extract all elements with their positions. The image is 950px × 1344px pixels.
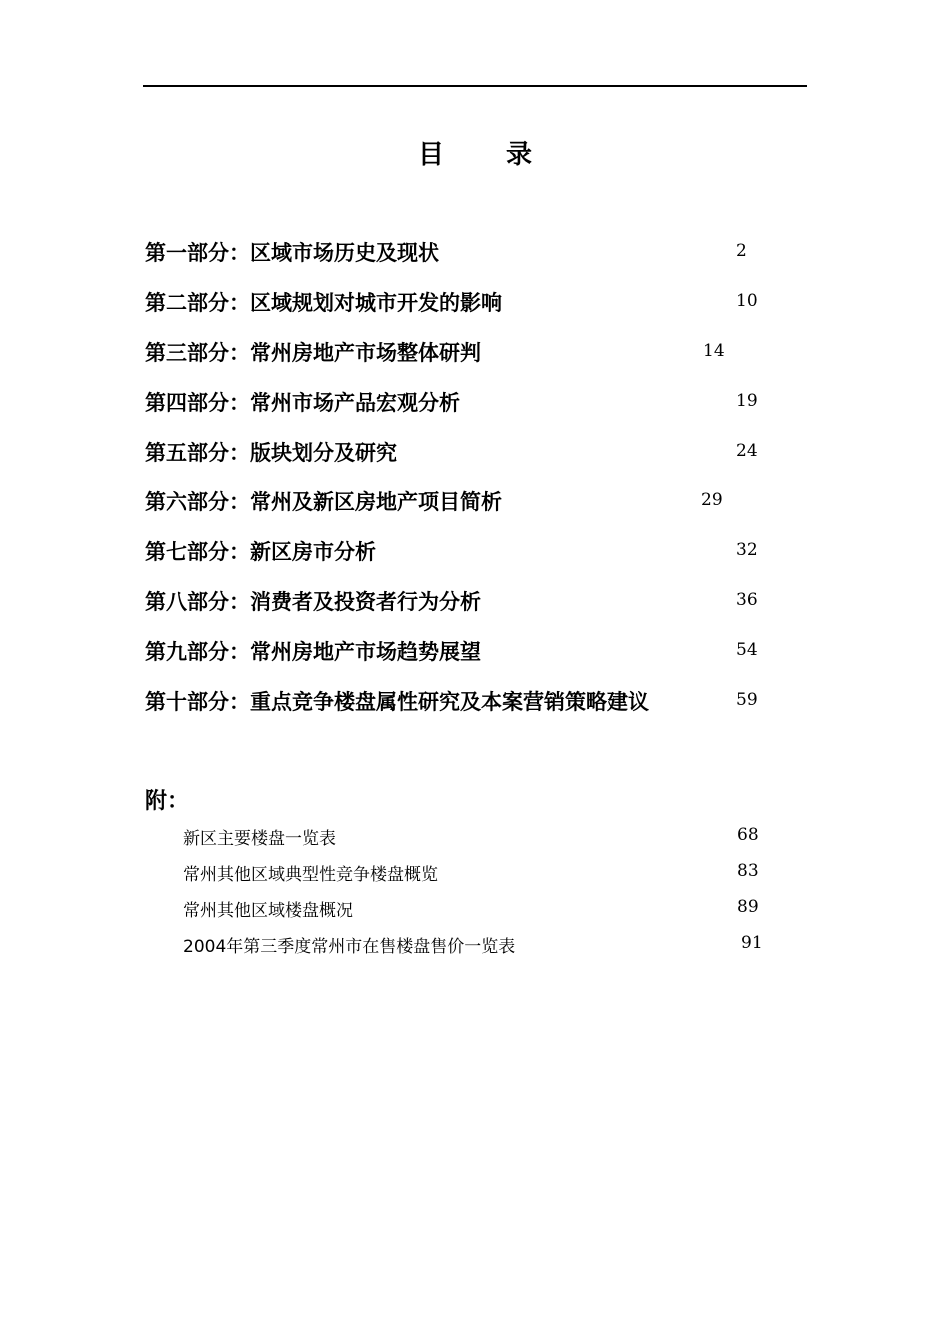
toc-entry-label: 第六部分：常州及新区房地产项目简析	[145, 490, 502, 514]
toc-entry-label: 第十部分：重点竞争楼盘属性研究及本案营销策略建议	[145, 690, 649, 714]
toc-entry-label: 第二部分：区域规划对城市开发的影响	[145, 291, 502, 315]
toc-entry-page: 32	[736, 540, 758, 560]
toc-entry-page: 36	[736, 590, 758, 610]
toc-entry-page: 24	[736, 441, 758, 461]
toc-entry-label: 第三部分：常州房地产市场整体研判	[145, 341, 481, 365]
appendix-entry-page: 89	[737, 897, 759, 917]
toc-entry-page: 2	[736, 241, 747, 261]
toc-entry-page: 54	[736, 640, 758, 660]
toc-entry[interactable]	[145, 437, 785, 467]
appendix-entry[interactable]	[183, 896, 783, 922]
toc-entry-label: 第四部分：常州市场产品宏观分析	[145, 391, 460, 415]
toc-entry-page: 10	[736, 291, 758, 311]
toc-entry-label: 第五部分：版块划分及研究	[145, 441, 397, 465]
toc-entry-label: 第七部分：新区房市分析	[145, 540, 376, 564]
toc-entry[interactable]	[145, 636, 785, 666]
appendix-entry-page: 83	[737, 861, 759, 881]
appendix-entry-label: 2004年第三季度常州市在售楼盘售价一览表	[183, 937, 516, 957]
appendix-entry-label: 新区主要楼盘一览表	[183, 829, 336, 849]
toc-entry-label: 第一部分：区域市场历史及现状	[145, 241, 439, 265]
toc-entry-page: 14	[703, 341, 725, 361]
toc-entry-label: 第八部分：消费者及投资者行为分析	[145, 590, 481, 614]
header-rule	[143, 85, 807, 87]
toc-entry[interactable]	[145, 586, 785, 616]
toc-entry-page: 19	[736, 391, 758, 411]
appendix-entry-label: 常州其他区域典型性竞争楼盘概览	[183, 865, 438, 885]
appendix-entry[interactable]	[183, 932, 783, 958]
toc-entry[interactable]	[145, 686, 785, 716]
toc-entry-page: 29	[701, 490, 723, 510]
toc-entry-label: 第九部分：常州房地产市场趋势展望	[145, 640, 481, 664]
toc-entry[interactable]	[145, 337, 785, 367]
appendix-entry-page: 68	[737, 825, 759, 845]
toc-entry[interactable]	[145, 287, 785, 317]
appendix-entry[interactable]	[183, 860, 783, 886]
toc-entry-page: 59	[736, 690, 758, 710]
toc-title-char-2: 录	[506, 140, 533, 170]
appendix-heading: 附：	[145, 789, 190, 814]
toc-title	[0, 134, 950, 171]
toc-entry[interactable]	[145, 237, 785, 267]
toc-entry[interactable]	[145, 486, 785, 516]
appendix-entry[interactable]	[183, 824, 783, 850]
toc-entry[interactable]	[145, 536, 785, 566]
appendix-entry-label: 常州其他区域楼盘概况	[183, 901, 353, 921]
toc-entry[interactable]	[145, 387, 785, 417]
toc-title-char-1: 目	[417, 140, 444, 170]
appendix-entry-page: 91	[741, 933, 763, 953]
